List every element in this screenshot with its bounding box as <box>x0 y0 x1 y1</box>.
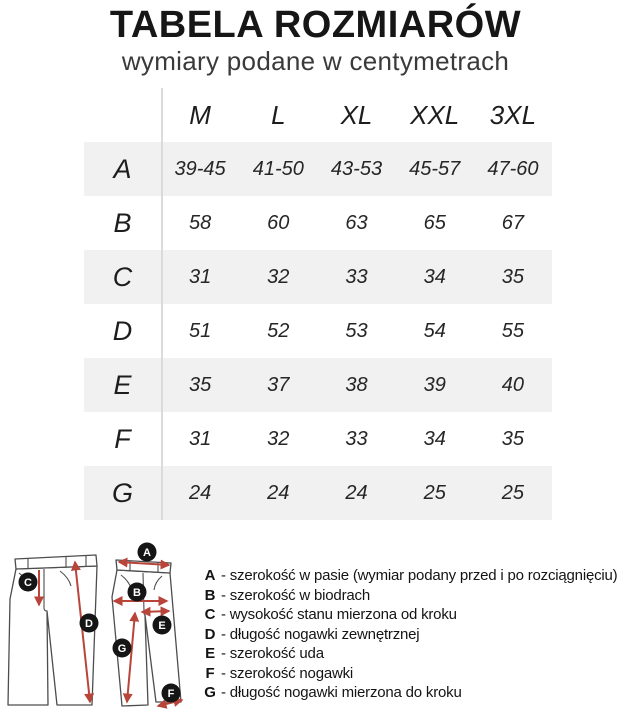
size-table <box>84 88 552 520</box>
table-row <box>84 412 552 466</box>
measurement-value: 24 <box>188 481 212 504</box>
row-label: A <box>113 153 132 184</box>
legend-letter: E <box>205 645 215 662</box>
table-row <box>84 466 552 520</box>
legend-description: - szerokość w biodrach <box>217 586 370 604</box>
size-column-header: XXL <box>410 99 460 130</box>
badge-g <box>113 639 132 658</box>
legend-description: - szerokość nogawki <box>217 664 354 682</box>
badge-d <box>80 614 99 633</box>
measurement-legend <box>203 566 617 703</box>
table-row <box>84 250 552 304</box>
page-subtitle: wymiary podane w centymetrach <box>121 46 510 76</box>
row-label: F <box>114 423 131 454</box>
measurement-value: 58 <box>188 211 212 234</box>
measurement-value: 37 <box>267 373 290 396</box>
measurement-value: 39 <box>423 373 446 396</box>
measurement-value: 54 <box>423 319 446 342</box>
legend-letter: F <box>205 664 215 682</box>
row-label: E <box>113 369 132 400</box>
size-table-body <box>84 142 552 520</box>
measurement-value: 35 <box>501 427 525 450</box>
legend-item <box>203 683 617 703</box>
measurement-value: 34 <box>423 427 446 450</box>
measurement-value: 34 <box>423 265 446 288</box>
legend-letter: D <box>204 625 216 643</box>
measurement-value: 67 <box>501 211 525 234</box>
measurement-value: 60 <box>267 211 290 234</box>
measurement-value: 24 <box>345 481 368 504</box>
legend-description: - długość nogawki zewnętrznej <box>217 625 420 643</box>
table-row <box>84 304 552 358</box>
legend-item <box>203 644 617 664</box>
size-column-header: L <box>271 99 286 130</box>
measurement-value: 25 <box>423 481 446 504</box>
table-row <box>84 196 552 250</box>
legend-item <box>203 586 617 606</box>
svg-text:E: E <box>158 620 166 632</box>
measurement-value: 45-57 <box>409 157 461 180</box>
measurement-value: 41-50 <box>252 157 304 180</box>
measurement-value: 40 <box>501 373 525 396</box>
measurement-value: 51 <box>188 319 212 342</box>
measurement-value: 33 <box>345 427 368 450</box>
legend-item <box>203 625 617 645</box>
legend-item <box>203 566 617 586</box>
svg-text:A: A <box>143 547 151 559</box>
legend-letter: G <box>204 684 216 701</box>
measurement-value: 38 <box>345 373 368 396</box>
legend-letter: C <box>204 606 216 623</box>
svg-text:D: D <box>85 618 93 630</box>
measurement-value: 31 <box>188 265 212 288</box>
row-label: G <box>111 477 133 508</box>
measurement-value: 25 <box>501 481 525 504</box>
svg-text:G: G <box>117 643 127 655</box>
legend-item <box>203 605 617 625</box>
size-column-header: XL <box>340 99 373 130</box>
measurement-value: 35 <box>188 373 212 396</box>
measurement-value: 33 <box>345 265 368 288</box>
legend-description: - szerokość w pasie (wymiar podany przed i po rozciągnięciu) <box>217 567 618 584</box>
badge-a <box>138 543 157 562</box>
table-row <box>84 142 552 196</box>
measurement-value: 31 <box>188 427 212 450</box>
badge-e <box>153 616 172 635</box>
measurement-value: 65 <box>423 211 446 234</box>
badge-f <box>162 684 181 703</box>
legend-item <box>203 664 617 684</box>
measurement-value: 32 <box>267 427 290 450</box>
page-title: TABELA ROZMIARÓW <box>109 4 522 46</box>
measurement-value: 32 <box>267 265 290 288</box>
table-row <box>84 358 552 412</box>
legend-description: - długość nogawki mierzona do kroku <box>217 684 462 701</box>
table-divider-line <box>161 88 163 520</box>
measurement-value: 35 <box>501 265 525 288</box>
pants-measurement-diagram <box>0 535 210 715</box>
svg-text:C: C <box>24 577 32 589</box>
measurement-value: 53 <box>345 319 368 342</box>
row-label: C <box>112 261 133 292</box>
measurement-value: 39-45 <box>174 157 226 180</box>
badge-c <box>19 573 38 592</box>
measurement-value: 52 <box>267 319 290 342</box>
measurement-value: 24 <box>267 481 290 504</box>
row-label: D <box>112 315 133 346</box>
measurement-value: 47-60 <box>487 157 539 180</box>
arrow-e-thigh-width <box>142 611 169 612</box>
size-column-header: M <box>189 99 211 130</box>
legend-description: - szerokość uda <box>217 645 324 662</box>
svg-text:F: F <box>167 688 175 700</box>
size-column-header: 3XL <box>489 99 537 130</box>
measurement-value: 63 <box>345 211 368 234</box>
legend-description: - wysokość stanu mierzona od kroku <box>217 606 457 623</box>
row-label: B <box>113 207 132 238</box>
measurement-value: 55 <box>501 319 525 342</box>
legend-letter: A <box>204 567 216 584</box>
badge-b <box>128 583 147 602</box>
legend-letter: B <box>204 586 216 604</box>
svg-text:B: B <box>133 587 141 599</box>
measurement-value: 43-53 <box>330 157 383 180</box>
size-table-header-row <box>84 88 552 142</box>
pants-left-waistband <box>15 555 97 569</box>
